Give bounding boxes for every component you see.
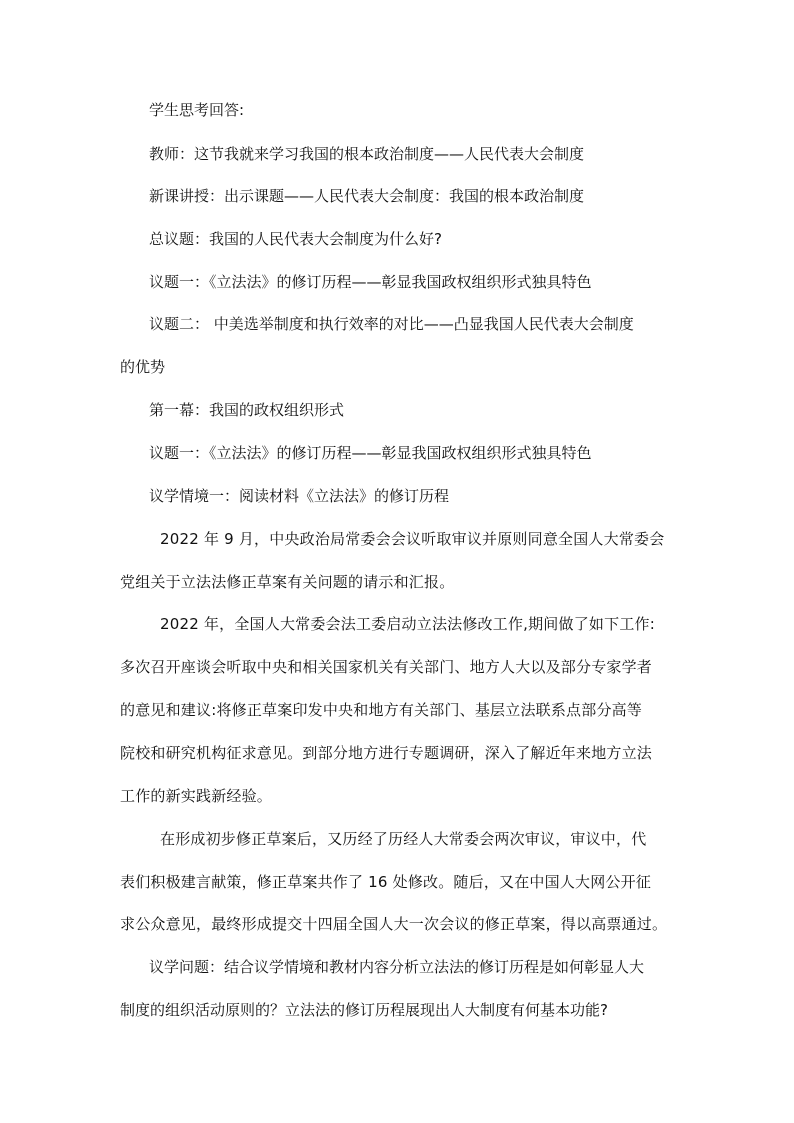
- topic-one-repeat-line: 议题一：《立法法》的修订历程——彰显我国政权组织形式独具特色: [149, 444, 592, 462]
- scenario-one-heading: 议学情境一：阅读材料《立法法》的修订历程: [149, 487, 450, 505]
- paragraph-2-line-1: 2022 年，全国人大常委会法工委启动立法法修改工作,期间做了如下工作:: [160, 615, 655, 633]
- paragraph-3-line-3: 求公众意见，最终形成提交十四届全国人大一次会议的修正草案，得以高票通过。: [120, 915, 668, 933]
- act-one-heading: 第一幕：我国的政权组织形式: [149, 401, 345, 419]
- topic-two-continuation: 的优势: [120, 358, 166, 376]
- paragraph-2-line-5: 工作的新实践新经验。: [120, 787, 273, 805]
- new-lesson-line: 新课讲授：出示课题——人民代表大会制度：我国的根本政治制度: [149, 187, 585, 205]
- paragraph-2-line-4: 院校和研究机构征求意见。到部分地方进行专题调研，深入了解近年来地方立法: [120, 744, 653, 762]
- teacher-line: 教师：这节我就来学习我国的根本政治制度——人民代表大会制度: [149, 145, 585, 163]
- paragraph-2-line-2: 多次召开座谈会听取中央和相关国家机关有关部门、地方人大以及部分专家学者: [120, 658, 653, 676]
- discussion-question-line-2: 制度的组织活动原则的？立法法的修订历程展现出人大制度有何基本功能?: [120, 1001, 608, 1019]
- student-answer-line: 学生思考回答:: [149, 101, 245, 119]
- paragraph-1-line-1: 2022 年 9 月，中央政治局常委会会议听取审议并原则同意全国人大常委会: [160, 530, 665, 548]
- paragraph-2-line-3: 的意见和建议:将修正草案印发中央和地方有关部门、基层立法联系点部分高等: [120, 701, 643, 719]
- paragraph-1-line-2: 党组关于立法法修正草案有关问题的请示和汇报。: [120, 573, 455, 591]
- paragraph-3-line-2: 表们积极建言献策，修正草案共作了 16 处修改。随后，又在中国人大网公开征: [120, 873, 652, 891]
- discussion-question-line-1: 议学问题：结合议学情境和教材内容分析立法法的修订历程是如何彰显人大: [149, 958, 645, 976]
- topic-two-line: 议题二： 中美选举制度和执行效率的对比——凸显我国人民代表大会制度: [149, 315, 634, 333]
- topic-one-line: 议题一：《立法法》的修订历程——彰显我国政权组织形式独具特色: [149, 273, 592, 291]
- paragraph-3-line-1: 在形成初步修正草案后，又历经了历经人大常委会两次审议，审议中，代: [160, 830, 647, 848]
- main-topic-line: 总议题：我国的人民代表大会制度为什么好?: [149, 230, 442, 248]
